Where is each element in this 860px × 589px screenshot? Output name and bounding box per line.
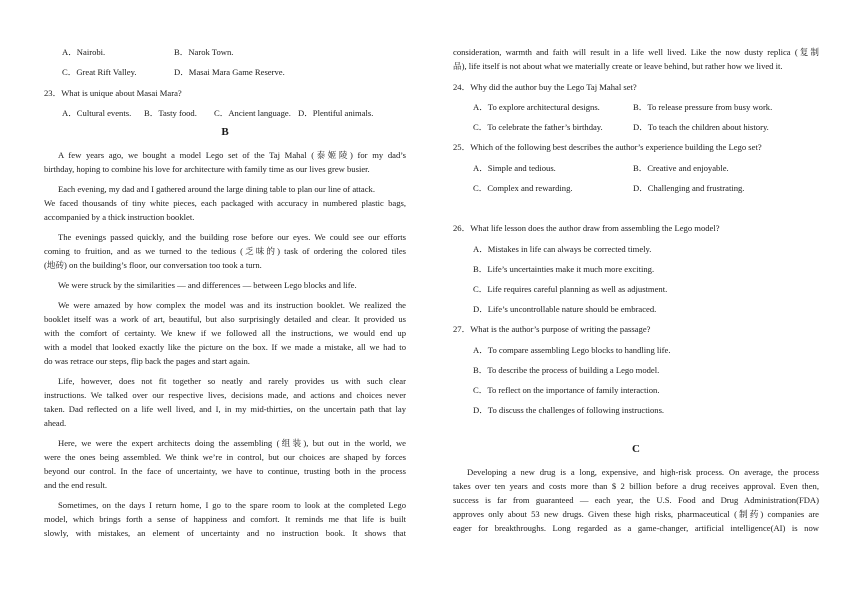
q25-option-c[interactable]: C．Complex and rewarding. [473,183,573,193]
q25-question: 25．Which of the following best describes the author’s experience building the Lego set? [453,142,762,152]
q26-option-d[interactable]: D．Life’s uncontrollable nature should be embraced. [473,304,657,314]
q23-option-d[interactable]: D．Plentiful animals. [298,108,374,118]
passage-line: Each evening, my dad and I gathered around the large dining table to plan our line of attack. [58,184,375,194]
passage-line: (地砖) on the building’s floor, our conversation too took a turn. [44,260,262,270]
passage-line: We were struck by the similarities — and differences — between Lego blocks and life. [58,280,357,290]
q24-option-d[interactable]: D．To teach the children about history. [633,122,769,132]
passage-line: with a model that looked exactly like the picture on the box. If we made a mistake, all we had to [44,342,406,352]
q26-question: 26．What life lesson does the author draw from assembling the Lego model? [453,223,720,233]
q27-question: 27．What is the author’s purpose of writing the passage? [453,324,651,334]
q24-question: 24．Why did the author buy the Lego Taj Mahal set? [453,82,637,92]
q22-option-a[interactable]: A．Nairobi. [62,47,106,57]
passage-line: takes over ten years and costs more than $ 2 billion before a drug receives approval. Even then, [453,481,819,491]
passage-line: ahead. [44,418,67,428]
q27-option-b[interactable]: B．To describe the process of building a Lego model. [473,365,660,375]
passage-line: Life, however, does not fit together so neatly and rarely provides us with such clear [58,376,406,386]
passage-line: 品), life itself is not about what we materially create or leave behind, but rather how we lived it. [453,61,783,71]
passage-line: beyond our control. In the face of uncertainty, we have to continue, trusting both in the process [44,466,406,476]
passage-line: were the ones being assembled. We think we’re in control, but our choices are shaped by forces [44,452,406,462]
passage-line: taken. Dad reflected on a life well lived, and I, in my mid-thirties, on the uncertain path that lay [44,404,406,414]
passage-line: eager for breakthroughs. Long regarded as a game-changer, artificial intelligence(AI) is now [453,523,819,533]
passage-line: booklet itself was a work of art, beautiful, but also surprisingly detailed and clear. It provided us [44,314,406,324]
passage-line: The evenings passed quickly, and the building rose before our eyes. We could see our efforts [58,232,406,242]
q23-question: 23．What is unique about Masai Mara? [44,88,182,98]
passage-line: Here, we were the expert architects doing the assembling (组装), but out in the world, we [58,438,406,448]
q26-option-a[interactable]: A．Mistakes in life can always be corrected timely. [473,244,652,254]
passage-line: coming to fruition, and as we turned to the tedious (乏味的) task of ordering the colored tiles [44,246,406,256]
section-c-heading: C [632,443,640,455]
passage-line: We were amazed by how complex the model was and its instruction booklet. We realized the [58,300,406,310]
passage-line: model, which brings forth a sense of happiness and comfort. It reminds me that life is built [44,514,406,524]
passage-line: birthday, hoping to combine his love for architecture with family time as our lives grew busier. [44,164,370,174]
q23-option-a[interactable]: A．Cultural events. [62,108,132,118]
q27-option-c[interactable]: C．To reflect on the importance of family interaction. [473,385,660,395]
passage-line: success is far from guaranteed — each year, the U.S. Food and Drug Administration(FDA) [453,495,819,505]
passage-line: We faced thousands of tiny white pieces, each packaged with accuracy in numbered plastic bags, [44,198,406,208]
q22-option-d[interactable]: D．Masai Mara Game Reserve. [174,67,285,77]
passage-line: do was retrace our steps, flip back the pages and start again. [44,356,250,366]
section-b-heading: B [221,126,229,138]
passage-line: and the end result. [44,480,108,490]
passage-line: approves only about 53 new drugs. Given these high risks, pharmaceutical (制药) companies are [453,509,819,519]
q24-option-c[interactable]: C．To celebrate the father’s birthday. [473,122,603,132]
passage-line: consideration, warmth and faith will result in a life well lived. Like the now dusty replica (复制 [453,47,819,57]
passage-line: instructions. We talked over our respective lives, decisions made, and actions and choices never [44,390,406,400]
passage-line: with the comfort of certainty. We knew if we followed all the instructions, we would end up [44,328,406,338]
passage-line: slowly, with mistakes, an element of uncertainty and no instruction book. It shows that [44,528,406,538]
passage-line: accompanied by a thick instruction booklet. [44,212,195,222]
q25-option-a[interactable]: A．Simple and tedious. [473,163,556,173]
q26-option-b[interactable]: B．Life’s uncertainties make it much more exciting. [473,264,655,274]
passage-line: A few years ago, we bought a model Lego set of the Taj Mahal (泰姬陵) for my dad’s [58,150,406,160]
q27-option-a[interactable]: A．To compare assembling Lego blocks to handling life. [473,345,671,355]
passage-line: Sometimes, on the days I return home, I go to the spare room to look at the completed Lego [58,500,406,510]
q23-option-c[interactable]: C．Ancient language. [214,108,291,118]
q22-option-b[interactable]: B．Narok Town. [174,47,234,57]
q26-option-c[interactable]: C．Life requires careful planning as well as adjustment. [473,284,668,294]
q24-option-a[interactable]: A．To explore architectural designs. [473,102,600,112]
q25-option-b[interactable]: B．Creative and enjoyable. [633,163,729,173]
q27-option-d[interactable]: D．To discuss the challenges of following instructions. [473,405,665,415]
q24-option-b[interactable]: B．To release pressure from busy work. [633,102,773,112]
passage-line: Developing a new drug is a long, expensive, and high-risk process. On average, the process [467,467,819,477]
q23-option-b[interactable]: B．Tasty food. [144,108,197,118]
q25-option-d[interactable]: D．Challenging and frustrating. [633,183,745,193]
q22-option-c[interactable]: C．Great Rift Valley. [62,67,137,77]
